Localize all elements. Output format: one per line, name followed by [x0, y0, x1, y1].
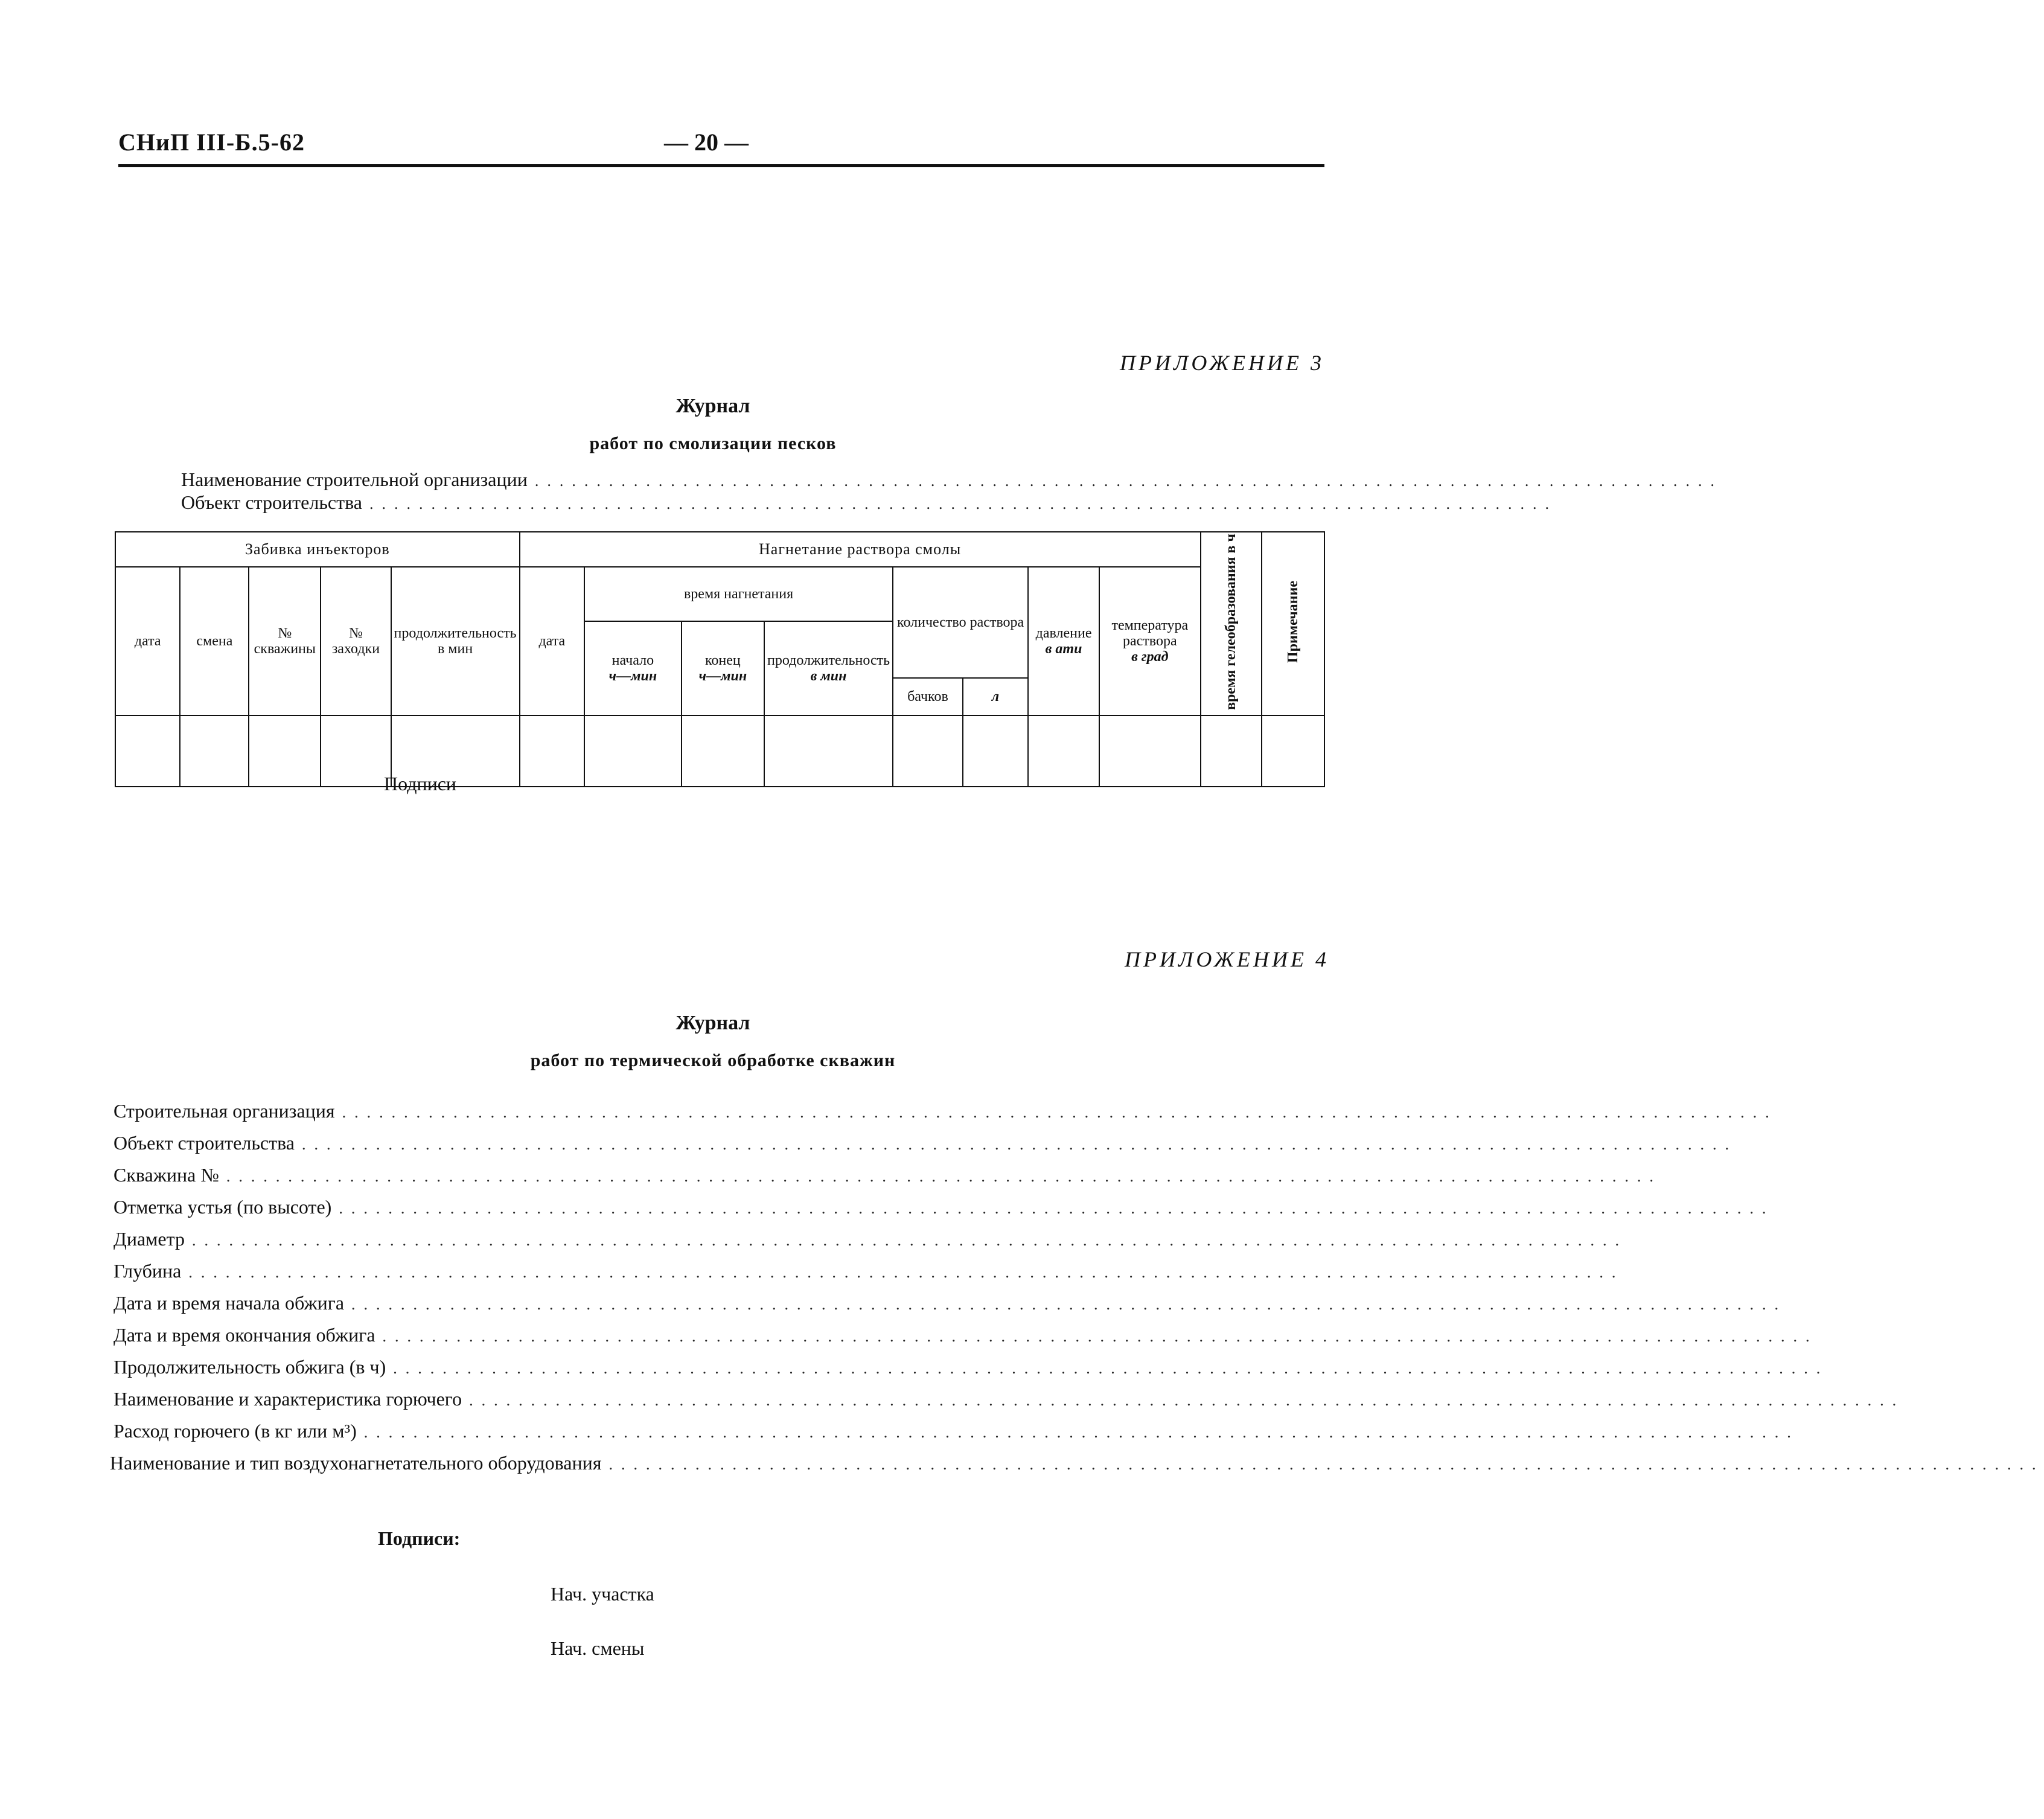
field-label: Глубина [113, 1260, 182, 1282]
col-tanks: бачков [893, 678, 963, 715]
col-temperature [1099, 567, 1201, 715]
fill-dots: ................................................................................................ [369, 495, 1557, 513]
col-duration-2-unit: в мин [810, 668, 847, 684]
fill-dots: .................................................................................................................... [382, 1328, 1818, 1345]
field-label: Наименование строительной организации [181, 468, 528, 490]
table-cell [180, 715, 249, 787]
col-stage-no: № заходки [321, 567, 391, 715]
table-cell [963, 715, 1028, 787]
appendix-4-field-fuel-consumption [113, 1420, 1800, 1442]
group-injectors: Забивка инъекторов [115, 532, 520, 567]
col-gel-time [1201, 532, 1262, 715]
appendix-4-subtitle: работ по термической обработке скважин [530, 1050, 896, 1070]
group-injection-time: время нагнетания [584, 567, 893, 621]
col-date: дата [115, 567, 180, 715]
document-code: СНиП III-Б.5-62 [118, 129, 305, 156]
appendix-4-field-elevation [113, 1196, 1775, 1218]
table-cell [682, 715, 764, 787]
field-label: Продолжительность обжига (в ч) [113, 1356, 386, 1378]
col-pressure [1028, 567, 1099, 715]
col-duration [391, 567, 520, 715]
col-pressure-unit: в ати [1045, 641, 1082, 657]
appendix-3-field-object [181, 491, 1557, 514]
fill-dots: .................................................................................................................... [191, 1232, 1627, 1249]
table-cell [115, 715, 180, 787]
table-cell [321, 715, 391, 787]
appendix-4-field-organization [113, 1100, 1778, 1122]
fill-dots: .................................................................................................................... [301, 1136, 1737, 1153]
appendix-4-field-firing-duration [113, 1356, 1829, 1378]
fill-dots: .................................................................................................................... [226, 1168, 1662, 1185]
col-duration-text: продолжительность [394, 625, 517, 641]
appendix-4-field-object [113, 1132, 1737, 1154]
appendix-4-field-fuel [113, 1388, 1905, 1410]
field-label: Объект строительства [181, 491, 362, 513]
page-number: — 20 — [664, 129, 749, 156]
appendix-4-title: Журнал [675, 1012, 750, 1034]
fill-dots: .................................................................................................................... [469, 1392, 1905, 1409]
col-duration-2-text: продолжительность [767, 653, 890, 668]
field-label: Строительная организация [113, 1100, 335, 1122]
col-well-no: № скважины [249, 567, 321, 715]
table-cell [584, 715, 682, 787]
fill-dots: .................................................................................................................... [351, 1296, 1787, 1313]
field-label: Наименование и характеристика горючего [113, 1388, 462, 1410]
col-duration-2 [764, 621, 893, 715]
appendix-4-field-equipment [110, 1452, 2044, 1474]
table-cell [764, 715, 893, 787]
appendix-4-field-firing-start [113, 1292, 1787, 1314]
group-solution-quantity: количество раствора [893, 567, 1028, 678]
appendix-4-field-well [113, 1164, 1662, 1186]
col-pressure-text: давление [1035, 625, 1092, 641]
appendix-3-subtitle: работ по смолизации песков [589, 433, 837, 453]
col-temperature-unit: в град [1131, 649, 1169, 665]
appendix-3-field-organization [181, 468, 1723, 491]
header-rule [118, 164, 1324, 167]
field-label: Дата и время начала обжига [113, 1292, 345, 1314]
col-start [584, 621, 682, 715]
field-label: Диаметр [113, 1228, 185, 1250]
col-date-2: дата [520, 567, 584, 715]
table-cell [249, 715, 321, 787]
fill-dots: .................................................................................................................... [188, 1264, 1624, 1281]
col-note [1262, 532, 1324, 715]
appendix-4-signatures: Подписи: [378, 1527, 461, 1549]
appendix-3-signatures: Подписи [384, 773, 457, 794]
col-gel-time-text: время гелеобразования в ч [1223, 534, 1239, 710]
col-temperature-text: температура раствора [1111, 618, 1189, 649]
table-cell [1262, 715, 1324, 787]
field-label: Дата и время окончания обжига [113, 1324, 375, 1346]
col-shift: смена [180, 567, 249, 715]
col-start-text: начало [612, 653, 654, 668]
field-label: Скважина № [113, 1164, 219, 1186]
resin-injection-journal-table [115, 531, 1325, 787]
table-cell [1028, 715, 1099, 787]
col-liters: л [963, 678, 1028, 715]
field-label: Наименование и тип воздухонагнетательного оборудования [110, 1452, 602, 1474]
col-duration-unit: в мин [437, 641, 473, 657]
field-label: Отметка устья (по высоте) [113, 1196, 332, 1218]
fill-dots: .................................................................................................................... [393, 1360, 1829, 1377]
col-end [682, 621, 764, 715]
appendix-3-title: Журнал [675, 395, 750, 417]
col-start-unit: ч—мин [608, 668, 657, 684]
table-cell [1201, 715, 1262, 787]
col-end-unit: ч—мин [698, 668, 747, 684]
fill-dots: .................................................................................................................... [363, 1424, 1800, 1441]
fill-dots: .................................................................................................................... [339, 1200, 1775, 1217]
appendix-3-label: ПРИЛОЖЕНИЕ 3 [1120, 351, 1324, 375]
col-end-text: конец [704, 653, 741, 668]
appendix-4-field-depth [113, 1260, 1624, 1282]
group-injection: Нагнетание раствора смолы [520, 532, 1201, 567]
table-cell [1099, 715, 1201, 787]
field-label: Расход горючего (в кг или м³) [113, 1420, 357, 1442]
table-cell [520, 715, 584, 787]
fill-dots: .................................................................................................................... [608, 1456, 2044, 1473]
fill-dots: ................................................................................................ [534, 472, 1723, 490]
appendix-4-field-firing-end [113, 1324, 1818, 1346]
appendix-4-field-diameter [113, 1228, 1627, 1250]
appendix-4-label: ПРИЛОЖЕНИЕ 4 [1125, 947, 1329, 971]
table-cell [893, 715, 963, 787]
table-row [115, 715, 1324, 787]
field-label: Объект строительства [113, 1132, 295, 1154]
col-note-text: Примечание [1285, 580, 1301, 663]
signer-site-chief: Нач. участка [551, 1583, 654, 1605]
signer-shift-chief: Нач. смены [551, 1637, 645, 1659]
fill-dots: .................................................................................................................... [342, 1104, 1778, 1121]
